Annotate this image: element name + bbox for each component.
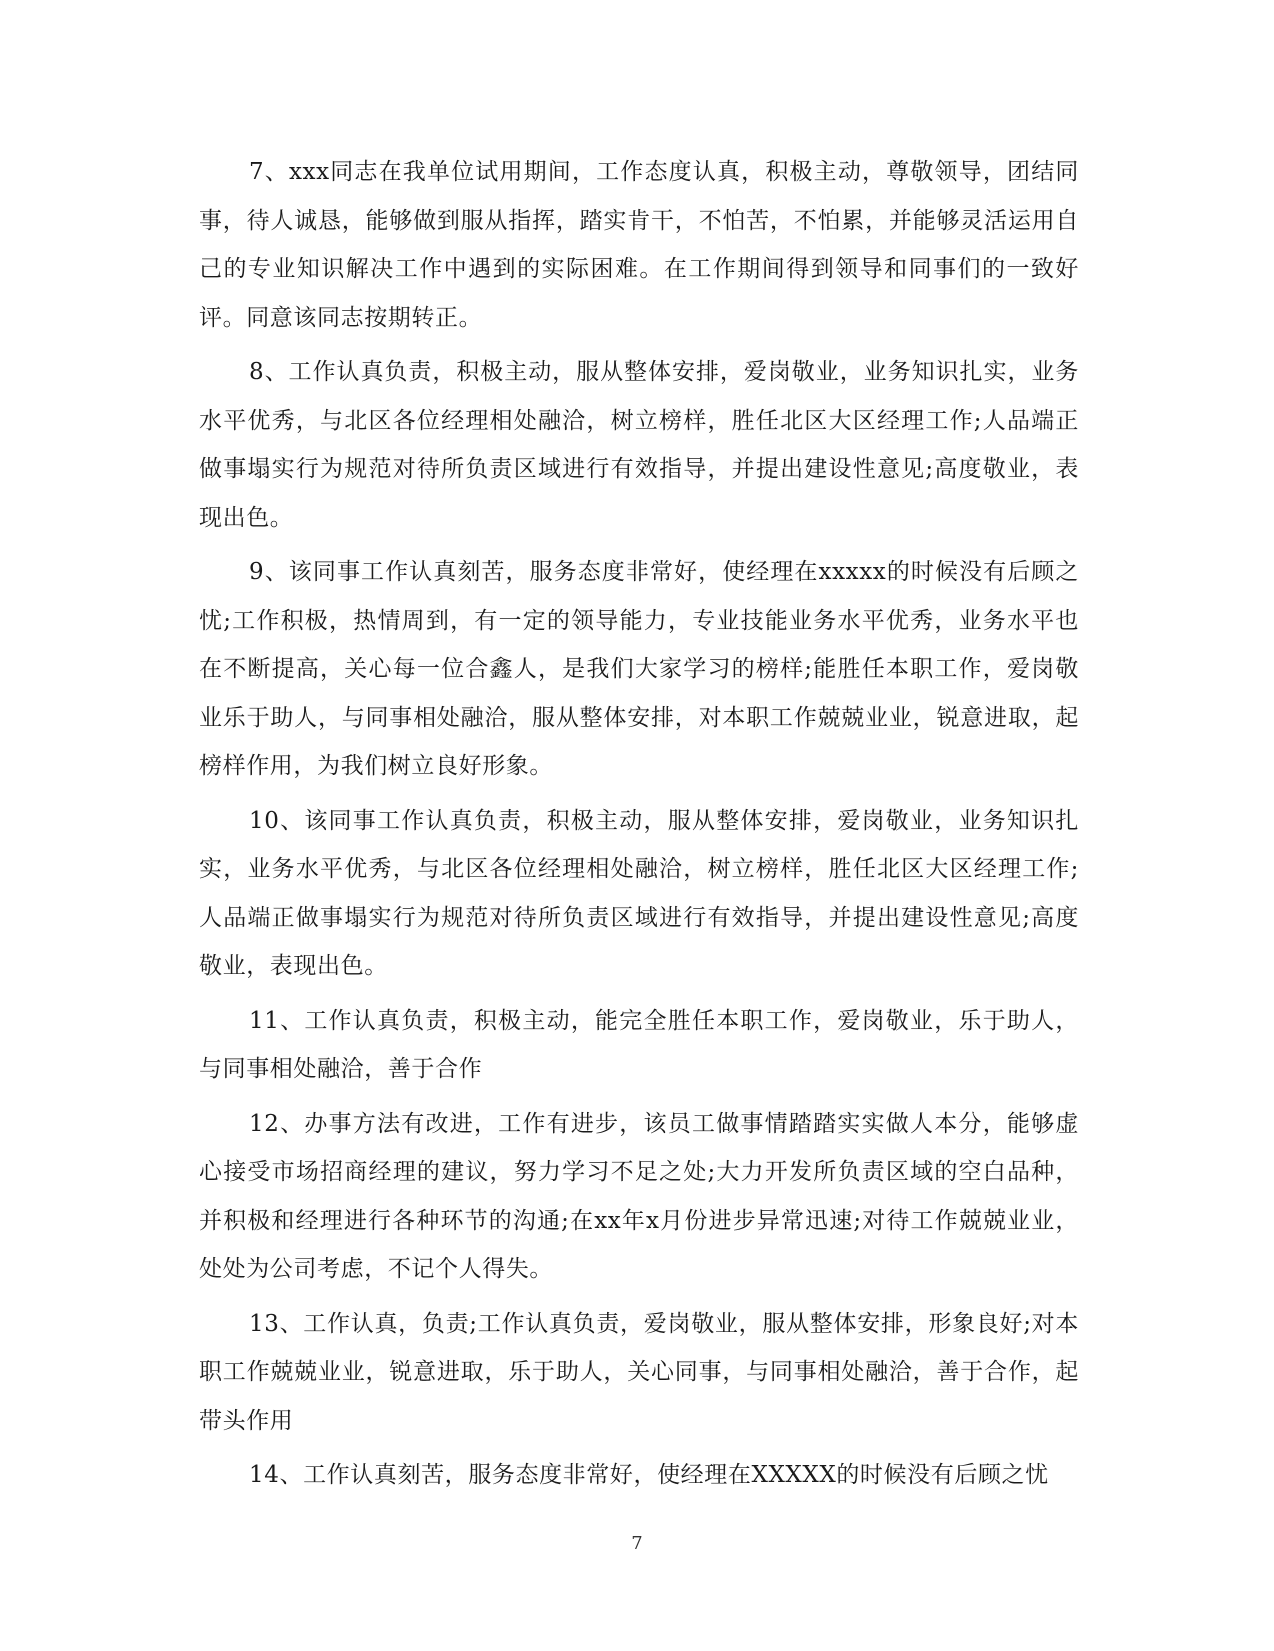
paragraph-9: 9、该同事工作认真刻苦，服务态度非常好，使经理在xxxxx的时候没有后顾之忧;工作积极，热情周到，有一定的领导能力，专业技能业务水平优秀，业务水平也在不断提高，关心每一位合鑫人，是我们大家学习的榜样;能胜任本职工作，爱岗敬业乐于助人，与同事相处融洽，服从整体安排，对本职工作兢兢业业，锐意进取，起榜样作用，为我们树立良好形象。 (199, 559, 1079, 779)
document-body (199, 148, 1079, 1506)
page-number: 7 (631, 1533, 643, 1554)
paragraph-11: 11、工作认真负责，积极主动，能完全胜任本职工作，爱岗敬业，乐于助人，与同事相处融洽，善于合作 (199, 1007, 1079, 1082)
paragraph-8: 8、工作认真负责，积极主动，服从整体安排，爱岗敬业，业务知识扎实，业务水平优秀，与北区各位经理相处融洽，树立榜样，胜任北区大区经理工作;人品端正做事塌实行为规范对待所负责区域进行有效指导，并提出建设性意见;高度敬业，表现出色。 (199, 359, 1079, 531)
paragraph-14: 14、工作认真刻苦，服务态度非常好，使经理在XXXXX的时候没有后顾之忧 (249, 1462, 1049, 1488)
paragraph-7: 7、xxx同志在我单位试用期间，工作态度认真，积极主动，尊敬领导，团结同事，待人诚恳，能够做到服从指挥，踏实肯干，不怕苦，不怕累，并能够灵活运用自己的专业知识解决工作中遇到的实际困难。在工作期间得到领导和同事们的一致好评。同意该同志按期转正。 (199, 159, 1079, 331)
paragraph-10: 10、该同事工作认真负责，积极主动，服从整体安排，爱岗敬业，业务知识扎实，业务水平优秀，与北区各位经理相处融洽，树立榜样，胜任北区大区经理工作;人品端正做事塌实行为规范对待所负责区域进行有效指导，并提出建设性意见;高度敬业，表现出色。 (199, 807, 1079, 979)
paragraph-12: 12、办事方法有改进，工作有进步，该员工做事情踏踏实实做人本分，能够虚心接受市场招商经理的建议，努力学习不足之处;大力开发所负责区域的空白品种，并积极和经理进行各种环节的沟通;在xx年x月份进步异常迅速;对待工作兢兢业业，处处为公司考虑，不记个人得失。 (199, 1110, 1079, 1282)
paragraph-13: 13、工作认真，负责;工作认真负责，爱岗敬业，服从整体安排，形象良好;对本职工作兢兢业业，锐意进取，乐于助人，关心同事，与同事相处融洽，善于合作，起带头作用 (199, 1310, 1079, 1434)
